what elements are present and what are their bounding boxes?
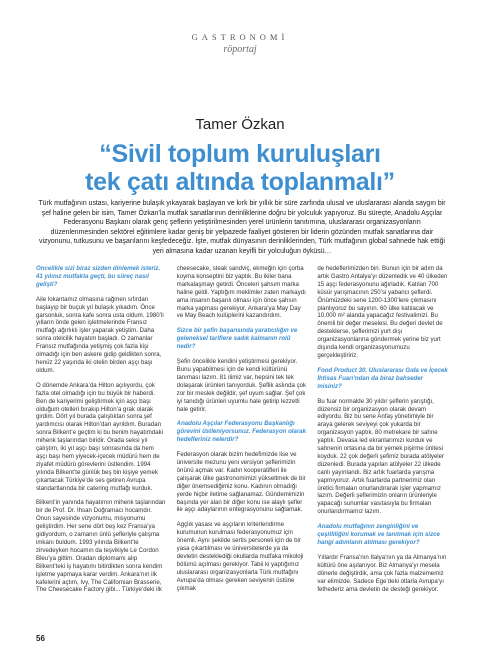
page-number: 56 — [36, 634, 45, 643]
answer-paragraph: Federasyon olarak bizim hedefimizde lise ve üniversite mezunu yeni versiyon şeflerimizin önünü açmak var. Kadın kooperatifleri ile çalışarak ülke gastronomimizi yükseltmek de bir diğer önemsediğimiz konu. Kadının olmadığı yerde hiçbir iletime sağlanamaz. Gündemimizin başında yer alan bir diğer konu ise alaylı şefler ile aşçı adaylarının entegrasyonunu sağlamak. — [176, 451, 306, 514]
question: Anadolu mutfağının zenginliğini ve çeşitliliğini korumak ve tanıtmak için sizce hangi adımların atılması gerekiyor? — [317, 523, 440, 546]
question: Anadolu Aşçılar Federasyonu Başkanlığı görevini üstleniyorsunuz. Federasyon olarak hedefleriniz nelerdir? — [176, 420, 307, 444]
headline-line-2: tek çatı altında toplanmalı” — [85, 168, 395, 196]
answer-paragraph: Agçlık yasası ve aşçıların kriterlendirme kurumunun kurulması federasyonumuz için önemli. Aynı şekilde sertis personeli için de bir yasa çıkartılması ve üniversitelerde ya da devletin desteklediği okullarda mutfaka mikoloji bölümü açılması gerekiyor. Tabii ki yaptığımız uluslararası organizasyonlarla Türk mutfağını Avrupa’da olması gereken seviyenin üstüne çıkmak — [176, 521, 304, 592]
magazine-header — [0, 32, 480, 55]
article-body — [36, 265, 448, 627]
column-2 — [177, 265, 308, 627]
headline-line-1: “Sivil toplum kuruluşları — [99, 140, 381, 168]
article-intro: Türk mutfağının ustası, kariyerine bulaşık yıkayarak başlayan ve kırk bir yıllık bir süre zarfında ulusal ve uluslararası alanda saygın bir şef haline gelen bir isim, Tamer Özkan’la mutfak sanatlarının derinliklerine doğru bir yolculuk yapıyoruz. Bu süreçte, Anadolu Aşçılar Federasyonu Başkanı olarak genç şeflerin yetiştirilmesinden yerel ürünlerin tanıtımına, uluslararası organizasyonların düzenlenmesinden sektörel eğitimlere kadar geniş bir yelpazede faaliyet gösteren bir liderin gözünden mutfak sanatlarına dair vizyonunu, tutkusunu ve başarılarını keşfedeceğiz. İşte, mutfak dünyasının derinliklerinden, Türk mutfağının global sahnede hak ettiği yeri almasına kadar uzanan keyifli bir yolculuğun öyküsü… — [38, 200, 446, 255]
column-1 — [36, 265, 167, 627]
answer-paragraph: Bilkent’in yanında hayatımın mihenk taşlarından bir de Prof. Dr. İhsan Doğramacı hocamdır. Onun sayesinde vizyonumu, misyonumu geliştirdim. Her sene dört beş kez Fransa’ya gidiyordum, o zamanın ünlü şefleriyle çalışma imkanı buldum. 1993 yılında Bilkent’te zirvedeyken hocamın da teşvikiyle Le Cordon Bleu’ya gittim. Oradan diplomamı alıp Bilkent’teki iş hayatımı bitirdikten sonra kendim işletme yapmaya karar verdim. Ankara’nın ilk kafelerini açtım, Ivy, The Californian Brasserie, The Cheesecake Factory gibi... Türkiye’deki ilk — [36, 499, 166, 594]
answer-paragraph: Bu fuar normalde 30 yıldır şeflerin yarıştığı, düzensiz bir organizasyon olarak devam ediyordu. Biz bu sene Anfaş yönetimiyle bir araya gelerek seviyeyi çok yukarda bir organizasyon yaptık. 80 metrekare bir sahne yaptık. Devasa led ekranlarımızı kurduk ve sahnenin ortasına da bir yemek pişirme ünitesi koyduk. 22 çok değerli şefimiz burada atölyeler düzenledi. Burada yapılan atölyeler 22 ülkede canlı yayınlandı. Biz artık fuarlarda yarışma yapmıyoruz. Artık fuarlarda partnerimiz olan üretici firmaları onurlandırarak işler yapmamız lazım. Değerli şeflerimizin onların ürünleriyle yapacağı sunumlar vasıtasıyla bu firmaları onurlandırmamız lazım. — [317, 397, 445, 516]
answer-paragraph: O dönemde Ankara’da Hilton açılıyordu, çok fazla otel olmadığı için bu büyük bir haberdi. Ben de kariyerimi geliştirmek için aşçı başı olduğum otelleri bırakıp Hilton’a grak olarak girdim. Dört yıl burada çalıştıktan sonra şef yardımcısı olarak Hilton’dan ayrıldım. Buradan sonra Bilkent’e geçtim ki bu benim hayatımdaki mihenk taşlarından biridir. Orada seksi yıl çalıştım, iki yıl aşçı başı sonrasında da hem aşçı başı hem yiyecek-içecek müdürü hem de ziyafet müdürü görevlerini üstlendim. 1994 yılında Bilkent’te günlük beş bin kişiye yemek çıkartacak Türkiye’de ses getiren Avrupa standartlarında bir catering mutfağı kurduk. — [36, 381, 164, 492]
subsection-label: röportaj — [223, 44, 257, 55]
question: Öncelikle sizi biraz sizden dinlemek isteriz. 41 yılınız mutfakta geçti, bu süreç nasıl gelişti? — [36, 265, 161, 288]
answer-paragraph: Şefin öncelikle kendini yetiştirmesi gerekiyor. Bunu yapabilmesi için de kendi kültürünü tanıması lazım. 81 ilimiz var, hepsini tek tek dolaşarak ürünleri tanıyorduk. Şeflik aslında çok zor bir meslek değildir, şef uyum sağlar. Şef çok iyi tanıdığı ürünleri uyumlu hale getirip lezzetli hale getirir. — [176, 358, 307, 413]
interviewee-name: Tamer Özkan — [195, 116, 285, 133]
answer-paragraph: Aile lokantamız olmasına rağmen sıfırdan başlayıp bir buçuk yıl bulaşık yıkadım. Önce garsonluk, sonra kafe sonra usta oldum. 1980’li yılların önde gelen işletmelerinde Fransız mutfağı ağırlıklı işler yaparak yetiştim. Daha sonra otelcilik hayatım başladı. O zamanlar Fransız mutfağında yetişmiş çok fazla kişi olmadığı için ben askere gidip geldikten sonra, henüz 22 yaşında iki otelin birden aşçı başı oldum. — [36, 295, 164, 374]
answer-paragraph: Yıllardır Fransa’nın Italya’nın ya da Almanya’nın kültürü öne aşılanıyor. Biz Almanya’yı mesela dönerle değiştirdik, ama çok fazla malzememiz var elimizde. Sadece Ege’deki otlarla Avrupa’yı fethederiz ama devletin de desteği gerekiyor. — [317, 553, 447, 593]
column-3 — [317, 265, 448, 627]
question: Sizce bir şefin başarısında yaratıcılığın ve geleneksel tariflere sadık kalmanın rolü nedir? — [176, 327, 298, 351]
answer-paragraph: de hedeflerimizden biri. Bunun için bir adım da artık Gastro Antalya’yı düzenledik ve 40 ülkeden 15 aşçı federasyonunu ağırladık. Katılan 700 küsür yarışmacının 250’si yabancı şeflerdi. Önümüzdeki sene 1200-1300’lere çıkmasını planlıyoruz bu sayının. 60 ülke katılacak ve 10.000 m² alanda yapacağız festivalimizi. Bu önemli bir değer meselesi. Bu değeri devlet de desteklerse, şeflerimizi yurt dışı organizasyonlarına göndermek yerine biz yurt dışında kendi organizasyonumuzu gerçekleştiririz. — [317, 265, 448, 359]
question: Food Product 30. Uluslararası Gıda ve İçecek İhtisas Fuarı’ndan da biraz bahseder misiniz? — [317, 366, 448, 390]
answer-paragraph: cheesecake, steak sandviç, ekmeğin için çorba koyma konseptini biz yaptık. Bu ikiler bana markalaşmayı getirdi. Önceleri şahsım marka haline geldi. Yaptığım meklimler zaten markaydı ama insanın başarılı olması için önce şahsın marka yapması gerekiyor. Ankara’ya May Day ve May Beach kulüplerini kazandırdım. — [176, 265, 306, 320]
article-headline — [0, 140, 480, 196]
section-label: GASTRONOMİ — [191, 32, 289, 42]
